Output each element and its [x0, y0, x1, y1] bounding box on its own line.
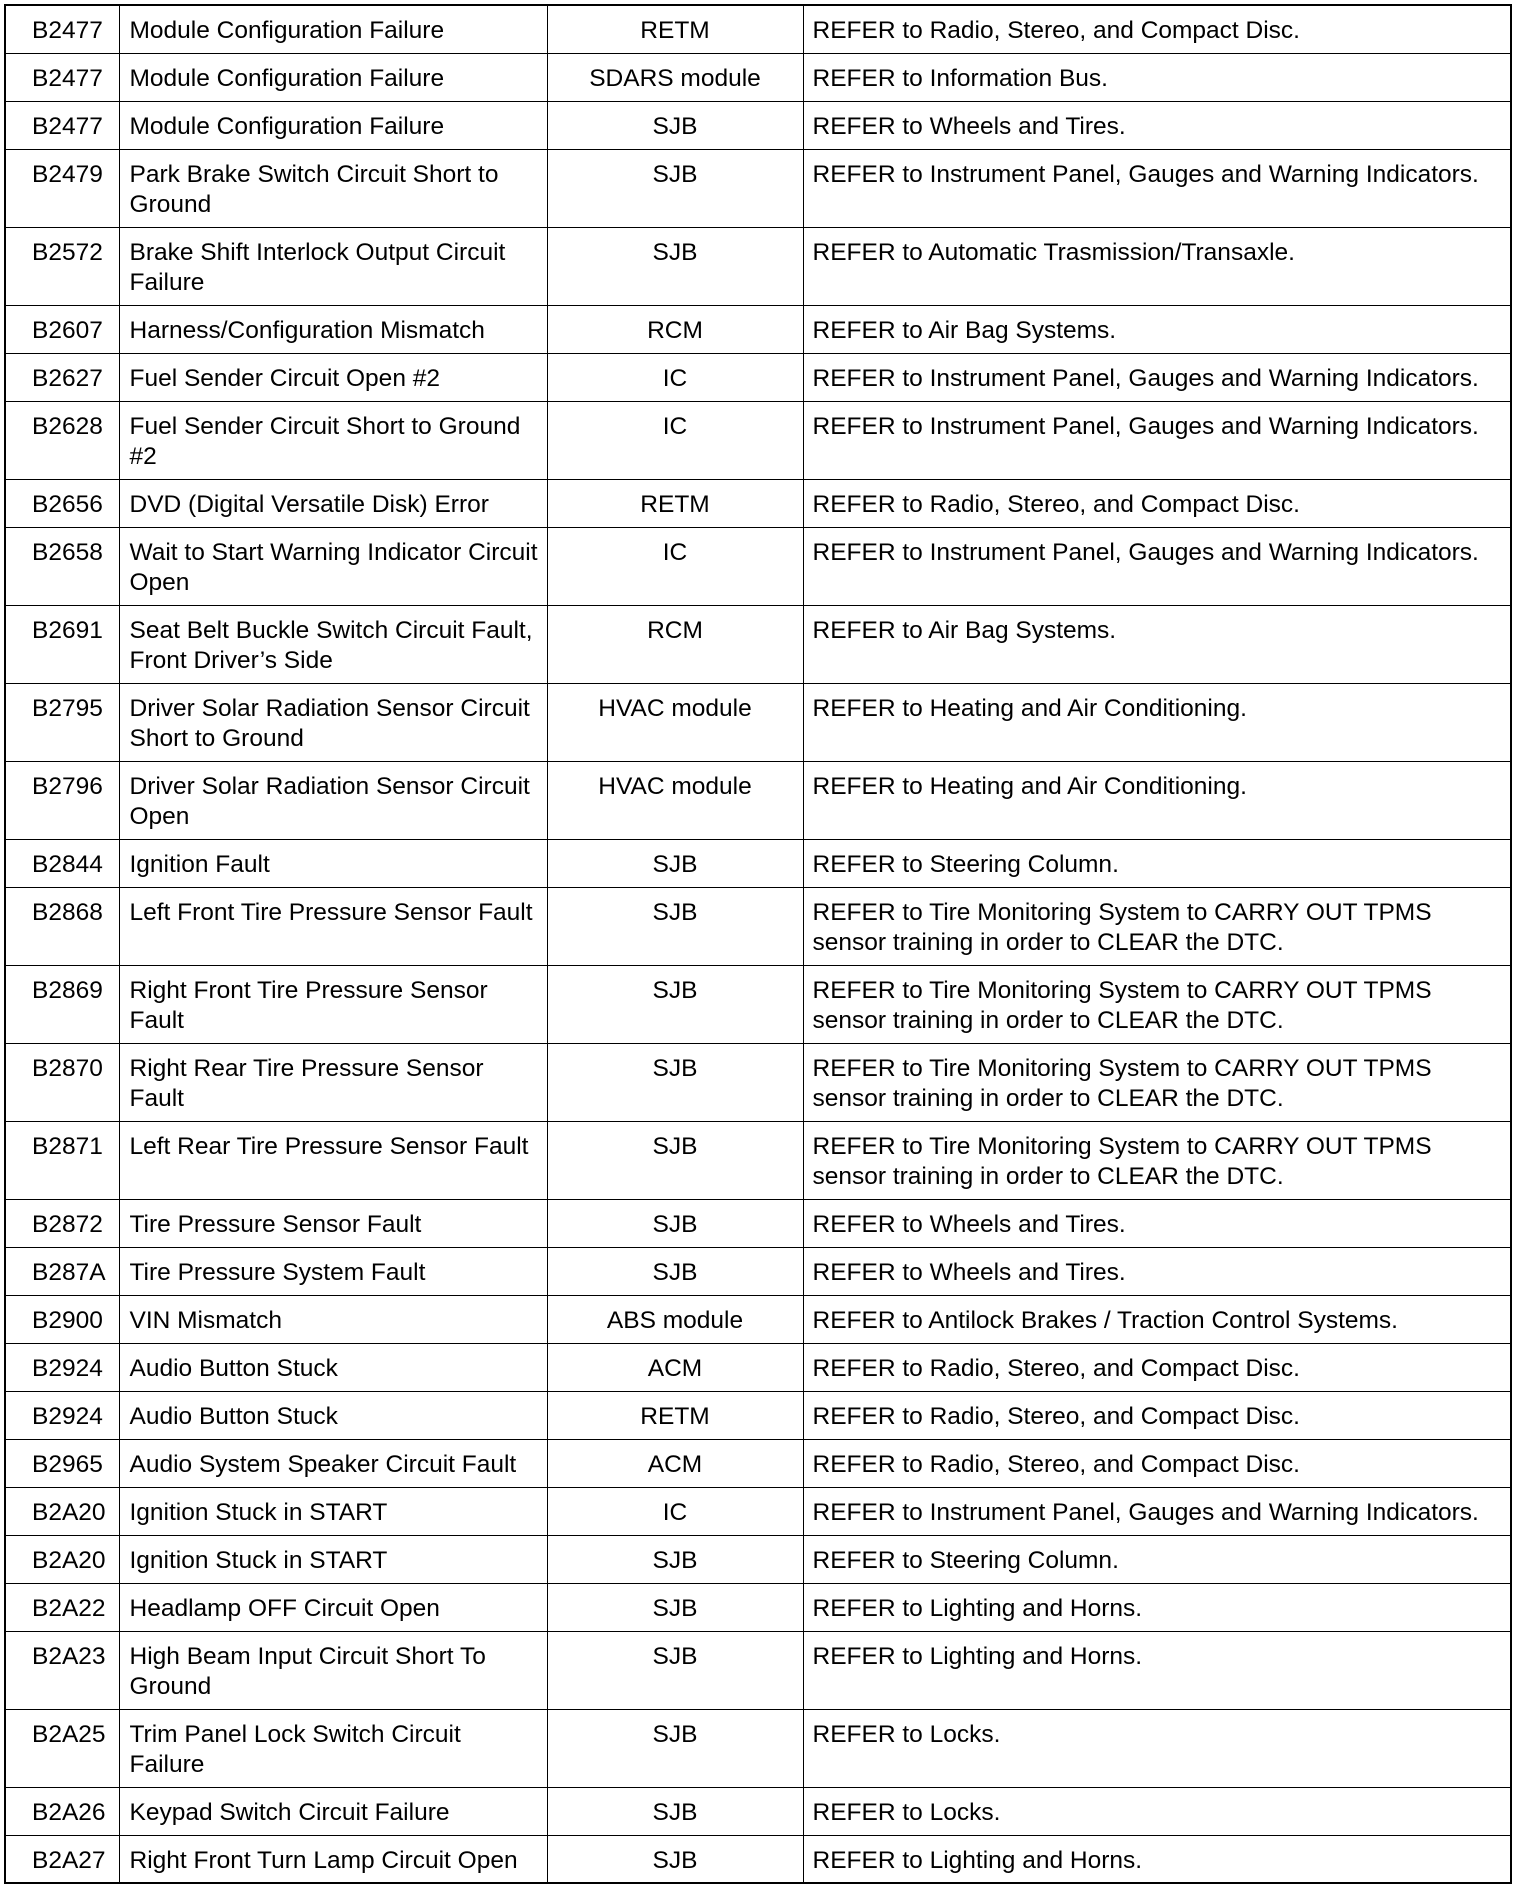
- table-row: [5, 527, 1511, 605]
- table-row: [5, 1439, 1511, 1487]
- dtc-code: B2A25: [5, 1709, 119, 1787]
- table-row: [5, 305, 1511, 353]
- dtc-description: Audio System Speaker Circuit Fault: [119, 1439, 547, 1487]
- table-row: [5, 1535, 1511, 1583]
- dtc-description: Right Rear Tire Pressure Sensor Fault: [119, 1043, 547, 1121]
- table-row: [5, 1247, 1511, 1295]
- dtc-module: RCM: [547, 305, 803, 353]
- dtc-module: RETM: [547, 479, 803, 527]
- table-row: [5, 53, 1511, 101]
- table-row: [5, 1709, 1511, 1787]
- dtc-description: Trim Panel Lock Switch Circuit Failure: [119, 1709, 547, 1787]
- dtc-code: B2477: [5, 101, 119, 149]
- dtc-module: SJB: [547, 839, 803, 887]
- dtc-module: ABS module: [547, 1295, 803, 1343]
- dtc-module: SJB: [547, 1583, 803, 1631]
- table-row: [5, 1121, 1511, 1199]
- dtc-code: B2477: [5, 53, 119, 101]
- dtc-description: Left Rear Tire Pressure Sensor Fault: [119, 1121, 547, 1199]
- dtc-code: B2691: [5, 605, 119, 683]
- dtc-description: Wait to Start Warning Indicator Circuit Open: [119, 527, 547, 605]
- dtc-code: B2627: [5, 353, 119, 401]
- dtc-module: SJB: [547, 1631, 803, 1709]
- table-row: [5, 1787, 1511, 1835]
- dtc-action: REFER to Air Bag Systems.: [803, 305, 1511, 353]
- table-row: [5, 1295, 1511, 1343]
- dtc-module: HVAC module: [547, 683, 803, 761]
- dtc-description: Park Brake Switch Circuit Short to Ground: [119, 149, 547, 227]
- dtc-code: B2924: [5, 1343, 119, 1391]
- dtc-module: SJB: [547, 1535, 803, 1583]
- dtc-code: B2A20: [5, 1487, 119, 1535]
- dtc-module: IC: [547, 1487, 803, 1535]
- dtc-description: Left Front Tire Pressure Sensor Fault: [119, 887, 547, 965]
- dtc-code: B2868: [5, 887, 119, 965]
- dtc-action: REFER to Radio, Stereo, and Compact Disc.: [803, 479, 1511, 527]
- dtc-code: B2656: [5, 479, 119, 527]
- dtc-description: Driver Solar Radiation Sensor Circuit Short to Ground: [119, 683, 547, 761]
- dtc-action: REFER to Instrument Panel, Gauges and Warning Indicators.: [803, 149, 1511, 227]
- dtc-action: REFER to Tire Monitoring System to CARRY OUT TPMS sensor training in order to CLEAR the DTC.: [803, 1043, 1511, 1121]
- dtc-action: REFER to Heating and Air Conditioning.: [803, 761, 1511, 839]
- dtc-module: HVAC module: [547, 761, 803, 839]
- dtc-module: RCM: [547, 605, 803, 683]
- table-row: [5, 227, 1511, 305]
- dtc-action: REFER to Information Bus.: [803, 53, 1511, 101]
- dtc-description: Tire Pressure Sensor Fault: [119, 1199, 547, 1247]
- table-row: [5, 761, 1511, 839]
- dtc-action: REFER to Lighting and Horns.: [803, 1583, 1511, 1631]
- dtc-module: SJB: [547, 965, 803, 1043]
- dtc-description: VIN Mismatch: [119, 1295, 547, 1343]
- table-row: [5, 605, 1511, 683]
- dtc-code: B2A27: [5, 1835, 119, 1883]
- dtc-action: REFER to Automatic Trasmission/Transaxle.: [803, 227, 1511, 305]
- dtc-module: IC: [547, 401, 803, 479]
- dtc-code: B2658: [5, 527, 119, 605]
- dtc-description: Ignition Fault: [119, 839, 547, 887]
- dtc-module: ACM: [547, 1343, 803, 1391]
- dtc-module: SJB: [547, 149, 803, 227]
- dtc-code: B2872: [5, 1199, 119, 1247]
- dtc-module: ACM: [547, 1439, 803, 1487]
- table-row: [5, 479, 1511, 527]
- dtc-description: Brake Shift Interlock Output Circuit Failure: [119, 227, 547, 305]
- dtc-action: REFER to Radio, Stereo, and Compact Disc.: [803, 1391, 1511, 1439]
- dtc-action: REFER to Lighting and Horns.: [803, 1631, 1511, 1709]
- dtc-module: SJB: [547, 101, 803, 149]
- table-row: [5, 149, 1511, 227]
- dtc-code: B2A20: [5, 1535, 119, 1583]
- dtc-description: Seat Belt Buckle Switch Circuit Fault, Front Driver’s Side: [119, 605, 547, 683]
- dtc-action: REFER to Tire Monitoring System to CARRY OUT TPMS sensor training in order to CLEAR the DTC.: [803, 887, 1511, 965]
- dtc-action: REFER to Instrument Panel, Gauges and Warning Indicators.: [803, 401, 1511, 479]
- table-row: [5, 1583, 1511, 1631]
- dtc-action: REFER to Locks.: [803, 1787, 1511, 1835]
- dtc-description: Tire Pressure System Fault: [119, 1247, 547, 1295]
- dtc-module: SJB: [547, 1043, 803, 1121]
- dtc-code: B2795: [5, 683, 119, 761]
- dtc-code: B2871: [5, 1121, 119, 1199]
- dtc-action: REFER to Wheels and Tires.: [803, 101, 1511, 149]
- dtc-code: B2A23: [5, 1631, 119, 1709]
- dtc-action: REFER to Tire Monitoring System to CARRY OUT TPMS sensor training in order to CLEAR the DTC.: [803, 1121, 1511, 1199]
- dtc-action: REFER to Wheels and Tires.: [803, 1199, 1511, 1247]
- dtc-action: REFER to Wheels and Tires.: [803, 1247, 1511, 1295]
- dtc-action: REFER to Air Bag Systems.: [803, 605, 1511, 683]
- dtc-description: DVD (Digital Versatile Disk) Error: [119, 479, 547, 527]
- dtc-action: REFER to Instrument Panel, Gauges and Warning Indicators.: [803, 353, 1511, 401]
- dtc-code: B2A22: [5, 1583, 119, 1631]
- dtc-code: B2A26: [5, 1787, 119, 1835]
- table-row: [5, 683, 1511, 761]
- table-row: [5, 839, 1511, 887]
- table-row: [5, 887, 1511, 965]
- dtc-module: IC: [547, 353, 803, 401]
- dtc-code: B2965: [5, 1439, 119, 1487]
- dtc-code: B2796: [5, 761, 119, 839]
- dtc-code: B287A: [5, 1247, 119, 1295]
- dtc-module: SJB: [547, 1199, 803, 1247]
- dtc-description: Fuel Sender Circuit Short to Ground #2: [119, 401, 547, 479]
- dtc-description: Audio Button Stuck: [119, 1343, 547, 1391]
- dtc-module: SDARS module: [547, 53, 803, 101]
- dtc-table: [4, 4, 1512, 1884]
- dtc-code: B2924: [5, 1391, 119, 1439]
- table-row: [5, 1631, 1511, 1709]
- table-row: [5, 965, 1511, 1043]
- dtc-description: Audio Button Stuck: [119, 1391, 547, 1439]
- dtc-code: B2628: [5, 401, 119, 479]
- dtc-action: REFER to Tire Monitoring System to CARRY OUT TPMS sensor training in order to CLEAR the DTC.: [803, 965, 1511, 1043]
- dtc-module: SJB: [547, 887, 803, 965]
- table-row: [5, 1043, 1511, 1121]
- dtc-action: REFER to Instrument Panel, Gauges and Warning Indicators.: [803, 527, 1511, 605]
- dtc-module: SJB: [547, 1835, 803, 1883]
- dtc-module: IC: [547, 527, 803, 605]
- dtc-code: B2870: [5, 1043, 119, 1121]
- dtc-description: Right Front Turn Lamp Circuit Open: [119, 1835, 547, 1883]
- dtc-description: Harness/Configuration Mismatch: [119, 305, 547, 353]
- dtc-module: SJB: [547, 1787, 803, 1835]
- dtc-action: REFER to Lighting and Horns.: [803, 1835, 1511, 1883]
- dtc-module: SJB: [547, 1121, 803, 1199]
- dtc-action: REFER to Steering Column.: [803, 839, 1511, 887]
- dtc-code: B2572: [5, 227, 119, 305]
- dtc-code: B2477: [5, 5, 119, 53]
- table-row: [5, 101, 1511, 149]
- table-row: [5, 1199, 1511, 1247]
- dtc-module: RETM: [547, 1391, 803, 1439]
- dtc-code: B2844: [5, 839, 119, 887]
- dtc-module: SJB: [547, 1709, 803, 1787]
- dtc-module: SJB: [547, 227, 803, 305]
- dtc-code: B2900: [5, 1295, 119, 1343]
- table-row: [5, 353, 1511, 401]
- dtc-action: REFER to Radio, Stereo, and Compact Disc.: [803, 5, 1511, 53]
- dtc-action: REFER to Instrument Panel, Gauges and Warning Indicators.: [803, 1487, 1511, 1535]
- dtc-action: REFER to Radio, Stereo, and Compact Disc.: [803, 1439, 1511, 1487]
- dtc-action: REFER to Steering Column.: [803, 1535, 1511, 1583]
- dtc-action: REFER to Radio, Stereo, and Compact Disc.: [803, 1343, 1511, 1391]
- dtc-description: Fuel Sender Circuit Open #2: [119, 353, 547, 401]
- dtc-code: B2607: [5, 305, 119, 353]
- table-row: [5, 1391, 1511, 1439]
- dtc-action: REFER to Antilock Brakes / Traction Control Systems.: [803, 1295, 1511, 1343]
- dtc-description: Module Configuration Failure: [119, 5, 547, 53]
- dtc-action: REFER to Heating and Air Conditioning.: [803, 683, 1511, 761]
- dtc-code: B2869: [5, 965, 119, 1043]
- table-row: [5, 1835, 1511, 1883]
- dtc-description: Ignition Stuck in START: [119, 1535, 547, 1583]
- dtc-description: Keypad Switch Circuit Failure: [119, 1787, 547, 1835]
- dtc-module: RETM: [547, 5, 803, 53]
- table-row: [5, 1343, 1511, 1391]
- dtc-description: Right Front Tire Pressure Sensor Fault: [119, 965, 547, 1043]
- dtc-description: Ignition Stuck in START: [119, 1487, 547, 1535]
- dtc-description: Module Configuration Failure: [119, 101, 547, 149]
- table-row: [5, 1487, 1511, 1535]
- table-row: [5, 5, 1511, 53]
- dtc-code: B2479: [5, 149, 119, 227]
- dtc-description: High Beam Input Circuit Short To Ground: [119, 1631, 547, 1709]
- table-row: [5, 401, 1511, 479]
- dtc-description: Module Configuration Failure: [119, 53, 547, 101]
- dtc-action: REFER to Locks.: [803, 1709, 1511, 1787]
- dtc-module: SJB: [547, 1247, 803, 1295]
- dtc-description: Headlamp OFF Circuit Open: [119, 1583, 547, 1631]
- dtc-description: Driver Solar Radiation Sensor Circuit Open: [119, 761, 547, 839]
